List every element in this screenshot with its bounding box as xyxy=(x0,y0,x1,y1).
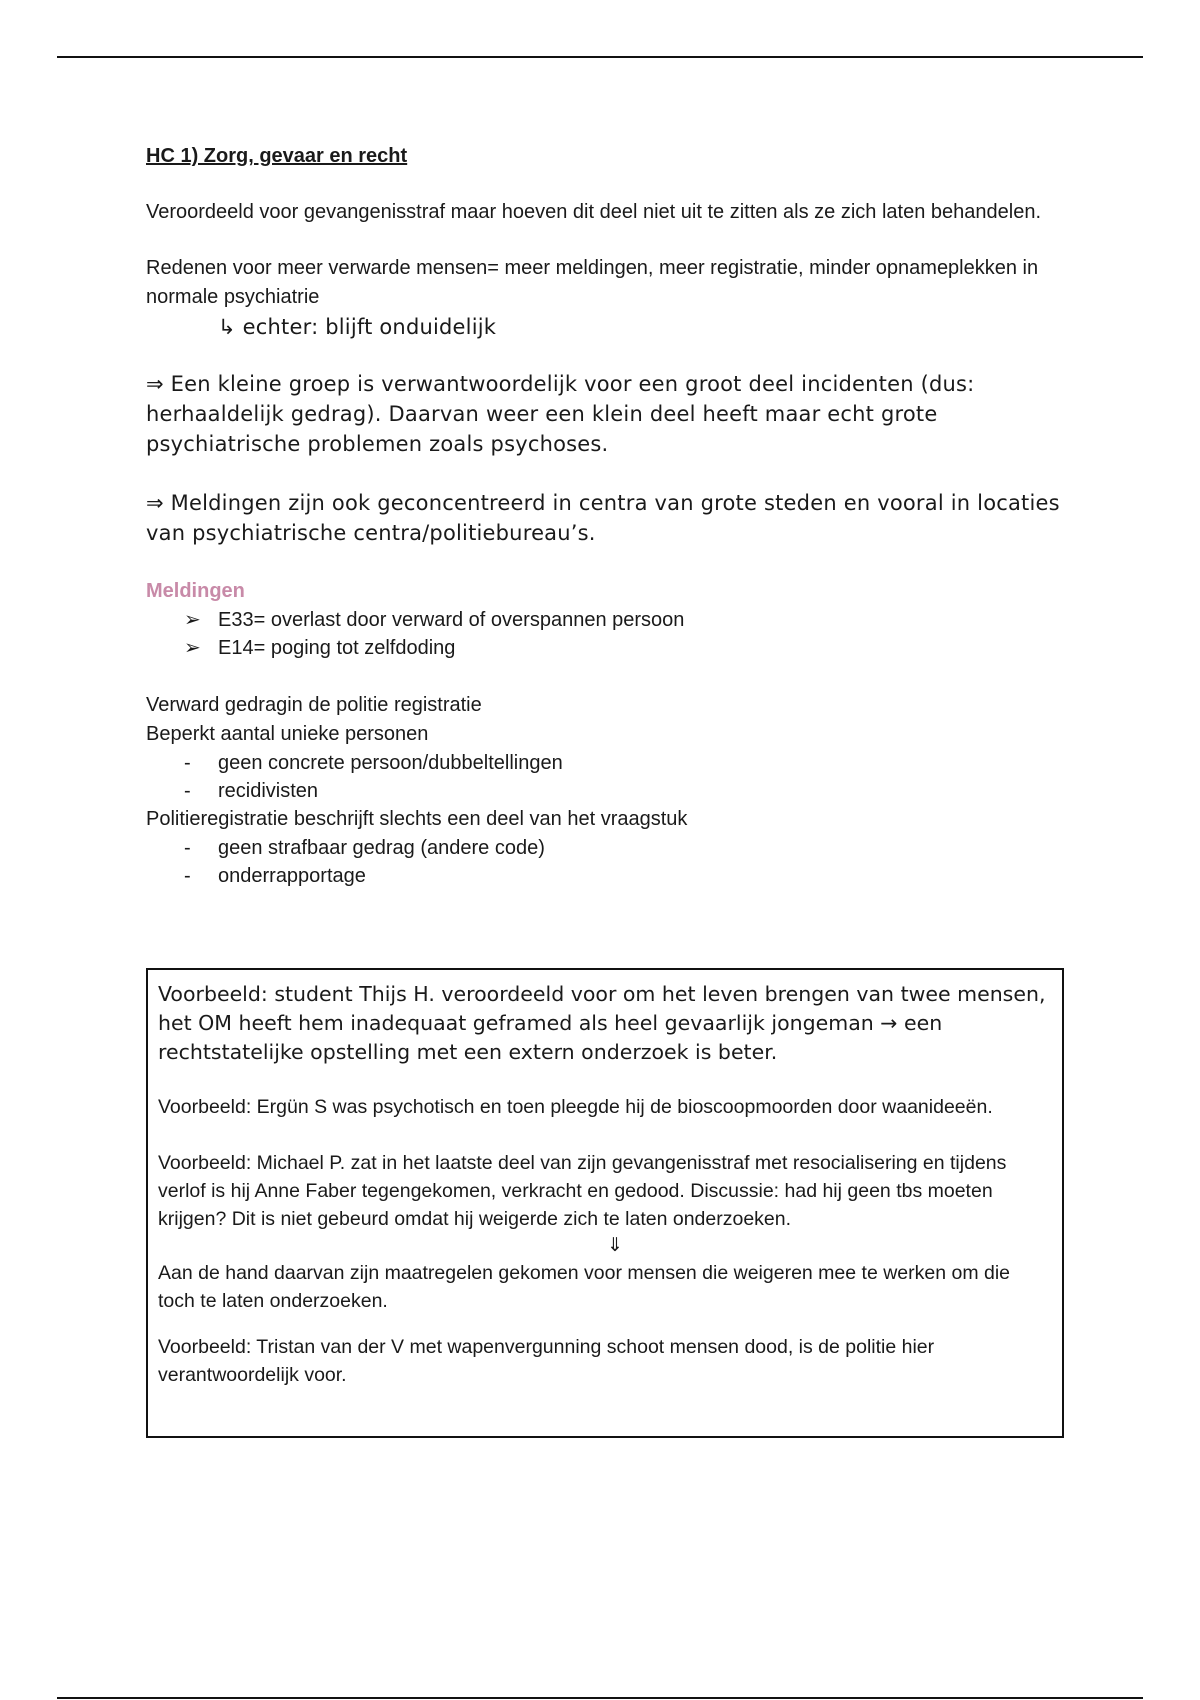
examples-box xyxy=(146,968,1064,1438)
example-michael: Voorbeeld: Michael P. zat in het laatste deel van zijn gevangenisstraf met resocialisering en tijdens verlof is hij Anne Faber tegengekomen, verkracht en gedood. Discussie: had hij geen tbs moeten krijgen? Dit is niet gebeurd omdat hij weigerde zich te laten onderzoeken. xyxy=(158,1152,1007,1230)
top-rule xyxy=(57,56,1143,58)
page-title: HC 1) Zorg, gevaar en recht xyxy=(146,145,408,167)
dash-bullet: - xyxy=(184,837,191,859)
arrow-bullet-icon: ➢ xyxy=(184,637,201,659)
list-item: ➢ E33= overlast door verward of overspannen persoon xyxy=(146,606,1066,634)
down-arrow-icon: ⇓ xyxy=(607,1235,623,1256)
paragraph-kleine-groep: ⇒ Een kleine groep is verwantwoordelijk voor een groot deel incidenten (dus: herhaaldelijk gedrag). Daarvan weer een klein deel heeft maar echt grote psychiatrische problemen zoals psychoses. xyxy=(146,372,975,456)
section-title-meldingen: Meldingen xyxy=(146,580,245,602)
dash-bullet: - xyxy=(184,752,191,774)
example-tristan: Voorbeeld: Tristan van der V met wapenvergunning schoot mensen dood, is de politie hier verantwoordelijk voor. xyxy=(158,1336,935,1386)
document-body xyxy=(146,140,1066,890)
list-item: - recidivisten xyxy=(146,777,1066,805)
list-item: - geen strafbaar gedrag (andere code) xyxy=(146,834,1066,862)
dash-bullet: - xyxy=(184,865,191,887)
list-item: ➢ E14= poging tot zelfdoding xyxy=(146,634,1066,662)
example-thijs: Voorbeeld: student Thijs H. veroordeeld voor om het leven brengen van twee mensen, het OM heeft hem inadequaat geframed als heel gevaarlijk jongeman → een rechtstatelijke opstelling met een extern onderzoek is beter. xyxy=(158,982,1046,1064)
list-item: - onderrapportage xyxy=(146,862,1066,890)
list-item: - geen concrete persoon/dubbeltellingen xyxy=(146,749,1066,777)
arrow-bullet-icon: ➢ xyxy=(184,609,201,631)
meldingen-list xyxy=(146,606,1066,662)
paragraph-redenen: Redenen voor meer verwarde mensen= meer meldingen, meer registratie, minder opnameplekken in normale psychiatrie xyxy=(146,257,1039,308)
registratie-list-2 xyxy=(146,834,1066,890)
registratie-line-1: Verward gedragin de politie registratie xyxy=(146,694,482,716)
example-ergun: Voorbeeld: Ergün S was psychotisch en toen pleegde hij de bioscoopmoorden door waanideeën. xyxy=(158,1096,993,1118)
paragraph-meldingen-concentratie: ⇒ Meldingen zijn ook geconcentreerd in centra van grote steden en vooral in locaties van psychiatrische centra/politiebureau’s. xyxy=(146,491,1060,545)
example-maatregelen: Aan de hand daarvan zijn maatregelen gekomen voor mensen die weigeren mee te werken om die toch te laten onderzoeken. xyxy=(158,1262,1011,1312)
bottom-rule xyxy=(57,1697,1143,1699)
paragraph-veroordeeld: Veroordeeld voor gevangenisstraf maar hoeven dit deel niet uit te zitten als ze zich laten behandelen. xyxy=(146,201,1042,223)
registratie-line-2: Beperkt aantal unieke personen xyxy=(146,723,429,745)
registratie-list-1 xyxy=(146,749,1066,805)
dash-bullet: - xyxy=(184,780,191,802)
paragraph-redenen-sub: ↳ echter: blijft onduidelijk xyxy=(218,315,497,339)
registratie-line-3: Politieregistratie beschrijft slechts een deel van het vraagstuk xyxy=(146,808,688,830)
